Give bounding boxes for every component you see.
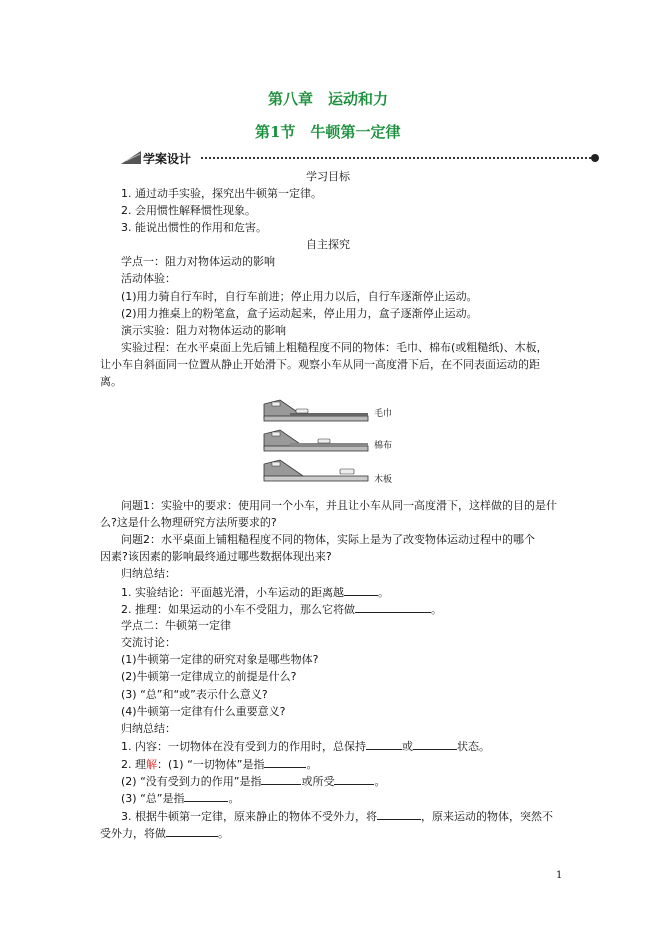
demo-label: 演示实验：阻力对物体运动的影响 — [121, 324, 286, 337]
banner — [121, 150, 601, 166]
summary-2-text: 2. 推理：如果运动的小车不受阻力，那么它将做 — [121, 603, 355, 616]
content-2-end: 。 — [306, 758, 318, 771]
discuss-3: (3) “总”和“或”表示什么意义? — [121, 688, 268, 701]
summary-2 — [121, 602, 442, 617]
blank-field[interactable] — [377, 809, 421, 820]
question-2-line-1: 问题2：水平桌面上铺粗糙程度不同的物体，实际上是为了改变物体运动过程中的哪个 — [121, 533, 535, 546]
process-line-3: 离。 — [100, 375, 122, 388]
activity-2: (2)用力推桌上的粉笔盒，盒子运动起来，停止用力，盒子逐渐停止运动。 — [121, 307, 478, 320]
blank-field[interactable] — [184, 791, 228, 802]
discuss-4: (4)牛顿第一定律有什么重要意义? — [121, 705, 286, 718]
ramp-cotton — [264, 430, 368, 451]
blank-field[interactable] — [344, 585, 378, 596]
content-3 — [121, 774, 385, 789]
blank-field[interactable] — [166, 826, 218, 837]
page-number: 1 — [556, 870, 563, 881]
content-3-end: 。 — [374, 775, 386, 788]
blank-field[interactable] — [366, 739, 402, 750]
blank-field[interactable] — [413, 739, 457, 750]
content-4-end: 。 — [228, 792, 240, 805]
discuss-label: 交流讨论： — [121, 636, 176, 649]
discuss-1: (1)牛顿第一定律的研究对象是哪些物体? — [121, 653, 319, 666]
experiment-figure — [262, 396, 407, 492]
process-line-1: 实验过程：在水平桌面上先后铺上粗糙程度不同的物体：毛巾、棉布(或粗糙纸)、木板， — [121, 341, 548, 354]
blank-field[interactable] — [264, 757, 306, 768]
banner-triangle-icon — [121, 151, 143, 165]
content-5-a: 3. 根据牛顿第一定律，原来静止的物体不受外力，将 — [121, 810, 377, 823]
summary-1-text: 1. 实验结论：平面越光滑，小车运动的距离越 — [121, 586, 344, 599]
activity-1: (1)用力骑自行车时，自行车前进；停止用力以后，自行车逐渐停止运动。 — [121, 290, 478, 303]
content-2 — [121, 757, 317, 772]
ramp-wood — [264, 460, 368, 481]
point-1: 学点一：阻力对物体运动的影响 — [121, 255, 275, 268]
blank-field[interactable] — [261, 774, 301, 785]
content-5-line-1 — [121, 809, 553, 824]
content-1 — [121, 739, 490, 754]
content-1-c: 状态。 — [457, 740, 490, 753]
question-1-line-1: 问题1：实验中的要求：使用同一个小车，并且让小车从同一高度滑下，这样做的目的是什 — [121, 499, 557, 512]
discuss-2: (2)牛顿第一定律成立的前提是什么? — [121, 670, 297, 683]
process-line-2: 让小车自斜面同一位置从静止开始滑下。观察小车从同一高度滑下后，在不同表面运动的距 — [100, 358, 540, 371]
heading-objectives: 学习目标 — [306, 170, 350, 183]
content-2-b: ：(1) “一切物体”是指 — [157, 758, 265, 771]
content-5-end: 。 — [218, 827, 229, 840]
label-wood: 木板 — [374, 475, 393, 485]
point-2: 学点二：牛顿第一定律 — [121, 619, 231, 632]
summary-label-1: 归纳总结： — [121, 567, 176, 580]
objective-2: 2. 会用惯性解释惯性现象。 — [121, 204, 256, 217]
label-cotton: 棉布 — [374, 441, 393, 451]
content-5-line-2 — [100, 826, 229, 841]
banner-end-icon — [589, 152, 601, 164]
summary-label-2: 归纳总结： — [121, 722, 176, 735]
activity-label: 活动体验： — [121, 272, 176, 285]
content-5-b: ，原来运动的物体，突然不 — [421, 810, 553, 823]
section-title: 第1节 牛顿第一定律 — [255, 123, 401, 141]
summary-2-end: 。 — [431, 603, 442, 616]
objective-1: 1. 通过动手实验，探究出牛顿第一定律。 — [121, 187, 322, 200]
label-towel: 毛巾 — [374, 409, 393, 419]
content-5-c: 受外力，将做 — [100, 827, 166, 840]
content-3-b: 或所受 — [301, 775, 335, 788]
content-4-a: (3) “总”是指 — [121, 792, 185, 805]
heading-explore: 自主探究 — [306, 238, 350, 251]
banner-label: 学案设计 — [143, 152, 192, 166]
summary-1 — [121, 585, 389, 600]
ramp-towel — [264, 400, 368, 421]
content-2-red: 解 — [146, 758, 157, 771]
banner-rule — [201, 157, 591, 159]
content-1-b: 或 — [402, 740, 413, 753]
summary-1-end: 。 — [378, 586, 389, 599]
question-1-line-2: 么?这是什么物理研究方法所要求的? — [100, 516, 277, 529]
blank-field[interactable] — [334, 774, 374, 785]
blank-field[interactable] — [355, 602, 431, 613]
content-1-a: 1. 内容：一切物体在没有受到力的作用时，总保持 — [121, 740, 366, 753]
question-2-line-2: 因素?该因素的影响最终通过哪些数据体现出来? — [100, 550, 332, 563]
objective-3: 3. 能说出惯性的作用和危害。 — [121, 221, 267, 234]
ramps-illustration — [262, 396, 372, 492]
chapter-title: 第八章 运动和力 — [268, 90, 389, 108]
content-3-a: (2) “没有受到力的作用”是指 — [121, 775, 262, 788]
content-4 — [121, 791, 239, 806]
content-2-a: 2. 理 — [121, 758, 146, 771]
